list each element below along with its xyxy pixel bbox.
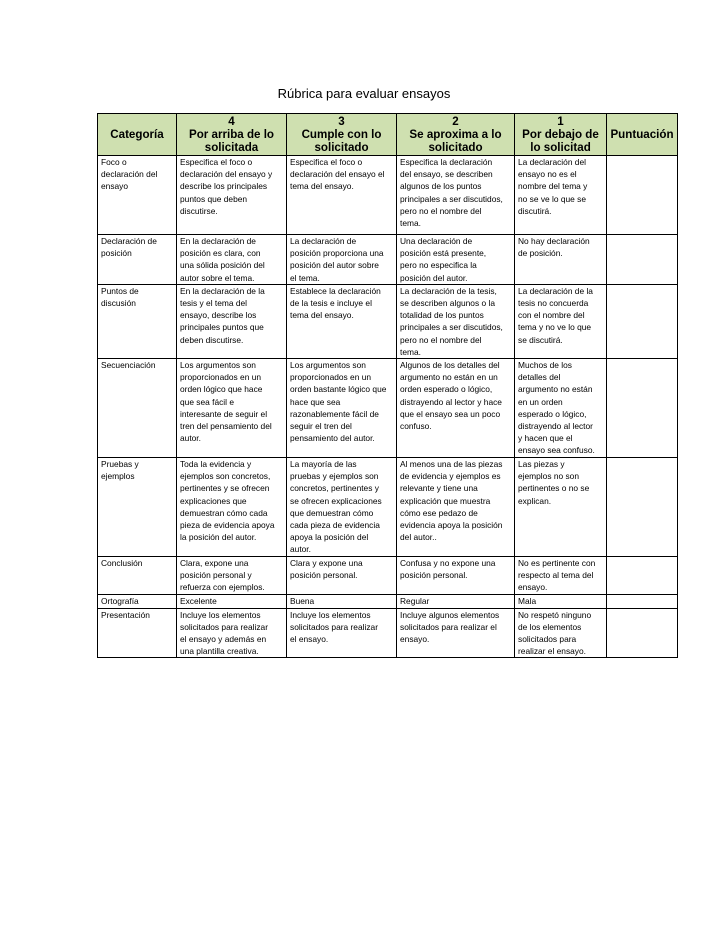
level-2-cell: Regular bbox=[397, 594, 515, 608]
row-category: Conclusión bbox=[98, 557, 177, 595]
header-level-4 bbox=[177, 114, 287, 156]
score-cell bbox=[607, 284, 678, 358]
table-row bbox=[98, 284, 678, 358]
level-2-cell: La declaración de la tesis, se describen algunos o la totalidad de los puntos principales a ser discutidos, pero no el nombre del tema. bbox=[397, 284, 515, 358]
row-category: Secuenciación bbox=[98, 359, 177, 458]
level-4-cell: En la declaración de posición es clara, con una sólida posición del autor sobre el tema. bbox=[177, 235, 287, 285]
table-row bbox=[98, 557, 678, 595]
row-category: Foco o declaración del ensayo bbox=[98, 156, 177, 235]
level-2-cell: Al menos una de las piezas de evidencia y ejemplos es relevante y tiene una explicación que muestra cómo ese pedazo de evidencia apoya la posición del autor.. bbox=[397, 458, 515, 557]
level-2-cell: Especifica la declaración del ensayo, se describen algunos de los puntos principales a ser discutidos, pero no el nombre del tema. bbox=[397, 156, 515, 235]
level-4-cell: Clara, expone una posición personal y refuerza con ejemplos. bbox=[177, 557, 287, 595]
score-cell bbox=[607, 557, 678, 595]
level-3-cell: Incluye los elementos solicitados para realizar el ensayo. bbox=[287, 608, 397, 658]
header-level-2 bbox=[397, 114, 515, 156]
level-1-cell: La declaración de la tesis no concuerda con el nombre del tema y no ve lo que se discutirá. bbox=[515, 284, 607, 358]
header-score: Puntuación bbox=[607, 114, 678, 156]
level-4-cell: Incluye los elementos solicitados para realizar el ensayo y además en una plantilla creativa. bbox=[177, 608, 287, 658]
level-2-cell: Algunos de los detalles del argumento no están en un orden esperado o lógico, distrayendo al lector y hace que el ensayo sea un poco confuso. bbox=[397, 359, 515, 458]
level-1-cell: Mala bbox=[515, 594, 607, 608]
level-2-cell: Confusa y no expone una posición personal. bbox=[397, 557, 515, 595]
table-row bbox=[98, 235, 678, 285]
level-label: Cumple con lo solicitado bbox=[301, 128, 382, 154]
level-number: 2 bbox=[452, 115, 459, 128]
level-4-cell: En la declaración de la tesis y el tema del ensayo, describe los principales puntos que deben discutirse. bbox=[177, 284, 287, 358]
score-cell bbox=[607, 359, 678, 458]
level-3-cell: Establece la declaración de la tesis e incluye el tema del ensayo. bbox=[287, 284, 397, 358]
level-number: 1 bbox=[557, 115, 564, 128]
level-1-cell: Las piezas y ejemplos no son pertinentes o no se explican. bbox=[515, 458, 607, 557]
level-1-cell: No respetó ninguno de los elementos solicitados para realizar el ensayo. bbox=[515, 608, 607, 658]
level-label: Por arriba de lo solicitada bbox=[188, 128, 275, 154]
level-label: Se aproxima a lo solicitado bbox=[409, 128, 502, 154]
level-4-cell: Excelente bbox=[177, 594, 287, 608]
level-1-cell: No hay declaración de posición. bbox=[515, 235, 607, 285]
score-cell bbox=[607, 608, 678, 658]
level-2-cell: Incluye algunos elementos solicitados para realizar el ensayo. bbox=[397, 608, 515, 658]
level-3-cell: Especifica el foco o declaración del ensayo el tema del ensayo. bbox=[287, 156, 397, 235]
rubric-table bbox=[97, 113, 678, 658]
level-3-cell: La declaración de posición proporciona una posición del autor sobre el tema. bbox=[287, 235, 397, 285]
header-category: Categoría bbox=[98, 114, 177, 156]
row-category: Pruebas y ejemplos bbox=[98, 458, 177, 557]
row-category: Puntos de discusión bbox=[98, 284, 177, 358]
level-3-cell: Buena bbox=[287, 594, 397, 608]
level-label: Por debajo de lo solicitad bbox=[522, 128, 599, 154]
row-category: Ortografía bbox=[98, 594, 177, 608]
header-level-1 bbox=[515, 114, 607, 156]
document-title: Rúbrica para evaluar ensayos bbox=[277, 86, 451, 101]
level-4-cell: Toda la evidencia y ejemplos son concretos, pertinentes y se ofrecen explicaciones que demuestran cómo cada pieza de evidencia apoya la posición del autor. bbox=[177, 458, 287, 557]
level-number: 4 bbox=[228, 115, 235, 128]
table-row bbox=[98, 156, 678, 235]
level-1-cell: La declaración del ensayo no es el nombre del tema y no se ve lo que se discutirá. bbox=[515, 156, 607, 235]
score-cell bbox=[607, 156, 678, 235]
level-1-cell: Muchos de los detalles del argumento no están en un orden esperado o lógico, distrayendo al lector y hacen que el ensayo sea confuso. bbox=[515, 359, 607, 458]
table-row bbox=[98, 594, 678, 608]
header-level-3 bbox=[287, 114, 397, 156]
level-2-cell: Una declaración de posición está presente, pero no especifica la posición del autor. bbox=[397, 235, 515, 285]
level-3-cell: Clara y expone una posición personal. bbox=[287, 557, 397, 595]
table-row bbox=[98, 359, 678, 458]
level-3-cell: La mayoría de las pruebas y ejemplos son concretos, pertinentes y se ofrecen explicaciones que demuestran cómo cada pieza de evidencia apoya la posición del autor. bbox=[287, 458, 397, 557]
level-4-cell: Los argumentos son proporcionados en un orden lógico que hace que sea fácil e interesante de seguir el tren del pensamiento del autor. bbox=[177, 359, 287, 458]
level-1-cell: No es pertinente con respecto al tema del ensayo. bbox=[515, 557, 607, 595]
level-4-cell: Especifica el foco o declaración del ensayo y describe los principales puntos que deben discutirse. bbox=[177, 156, 287, 235]
score-cell bbox=[607, 235, 678, 285]
header-row bbox=[98, 114, 678, 156]
row-category: Presentación bbox=[98, 608, 177, 658]
level-3-cell: Los argumentos son proporcionados en un orden bastante lógico que hace que sea razonablemente fácil de seguir el tren del pensamiento del autor. bbox=[287, 359, 397, 458]
row-category: Declaración de posición bbox=[98, 235, 177, 285]
table-row bbox=[98, 608, 678, 658]
score-cell bbox=[607, 458, 678, 557]
score-cell bbox=[607, 594, 678, 608]
table-row bbox=[98, 458, 678, 557]
level-number: 3 bbox=[338, 115, 345, 128]
